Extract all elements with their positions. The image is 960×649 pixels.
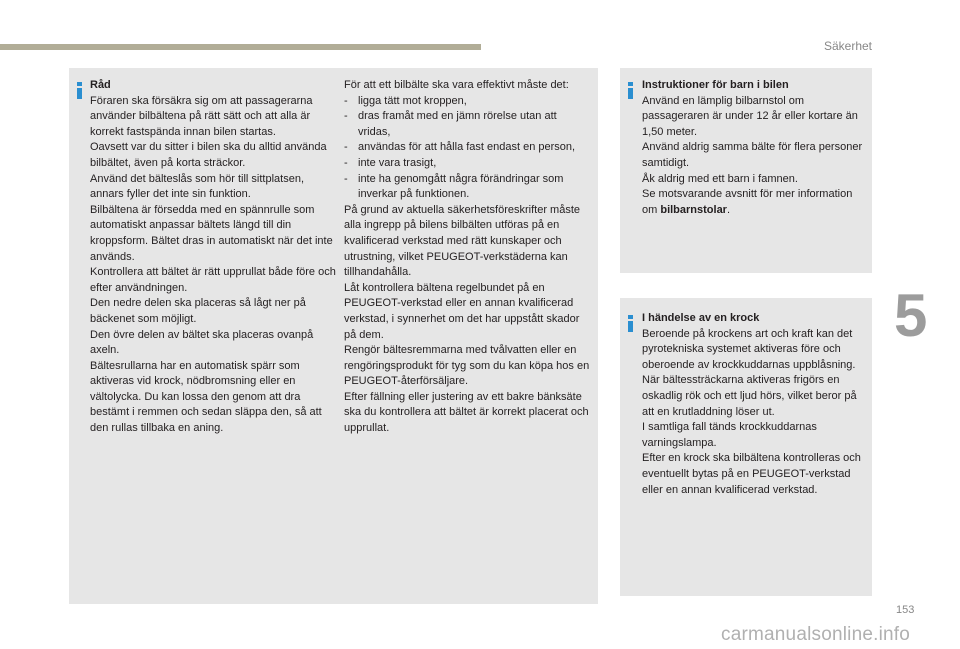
chapter-number: 5	[894, 282, 928, 349]
page-number: 153	[896, 604, 915, 616]
info-icon	[628, 82, 633, 99]
advice-paragraph: På grund av aktuella säkerhetsföreskrifter måste alla ingrepp på bilens bilbälten utföras på en kvalificerad verkstad med rätt kunskaper och utrustning, vilket PEUGEOT-verkstäderna kan tillhandahålla.	[344, 203, 581, 279]
advice-paragraph: Efter fällning eller justering av ett bakre bänksäte ska du kontrollera att bältet är korrekt placerat och upprullat.	[344, 390, 589, 435]
children-paragraph: Använd aldrig samma bälte för flera personer samtidigt.	[642, 141, 863, 169]
advice-paragraph: Bältesrullarna har en automatisk spärr som aktiveras vid krock, nödbromsning eller en vältolycka. Du kan lossa den genom att dra bestämt i remmen och sedan släppa den, så att den rullas tillbaka en aning.	[90, 359, 322, 435]
crash-paragraph: Efter en krock ska bilbältena kontrolleras och eventuellt bytas på en PEUGEOT-verkstad eller en annan kvalificerad verkstad.	[642, 452, 861, 496]
children-title: Instruktioner för barn i bilen	[642, 79, 789, 91]
advice-paragraph: Låt kontrollera bältena regelbundet på en PEUGEOT-verkstad eller en annan kvalificerad verkstad, i synnerhet om det har uppstått skador på dem.	[344, 281, 580, 341]
header-rule	[0, 44, 481, 50]
advice-paragraph: Kontrollera att bältet är rätt upprullat både före och efter användningen.	[90, 266, 336, 294]
advice-paragraph: Oavsett var du sitter i bilen ska du alltid använda bilbältet, även på korta sträckor.	[90, 141, 327, 169]
list-item: - användas för att hålla fast endast en person,	[344, 141, 576, 154]
crash-text	[642, 311, 866, 498]
list-item: - dras framåt med en jämn rörelse utan att vridas,	[344, 110, 557, 138]
children-text	[642, 78, 866, 218]
advice-paragraph: Föraren ska försäkra sig om att passagerarna använder bilbältena på rätt sätt och att alla är korrekt fastspända innan bilen startas.	[90, 94, 313, 138]
children-paragraph: Åk aldrig med ett barn i famnen.	[642, 172, 798, 185]
crash-paragraph: Beroende på krockens art och kraft kan det pyrotekniska systemet aktiveras före och oberoende av krockkuddarnas uppblåsning. När bältessträckarna aktiveras frigörs en oskadlig rök och ett ljud hörs, vilket beror på att en krutladdning löser ut.	[642, 327, 857, 418]
crash-title: I händelse av en krock	[642, 312, 760, 324]
info-icon	[628, 315, 633, 332]
info-icon	[77, 82, 82, 99]
advice-paragraph: Den nedre delen ska placeras så lågt ner på bäckenet som möjligt.	[90, 297, 306, 325]
list-item: - inte vara trasigt,	[344, 156, 437, 169]
advice-paragraph: Använd det bälteslås som hör till sittplatsen, annars fyller det inte sin funktion.	[90, 172, 305, 201]
advice-paragraph: Bilbältena är försedda med en spännrulle som automatiskt anpassar bältets längd till din kroppsform. Bältet dras in automatiskt när det inte används.	[90, 203, 333, 263]
children-paragraph: Använd en lämplig bilbarnstol om passageraren är under 12 år eller kortare än 1,50 meter.	[642, 94, 858, 138]
children-reference: Se motsvarande avsnitt för mer information om bilbarnstolar.	[642, 188, 853, 216]
crash-paragraph: I samtliga fall tänds krockkuddarnas varningslampa.	[642, 421, 817, 449]
child-seat-link: bilbarnstolar	[660, 203, 727, 216]
list-item: - ligga tätt mot kroppen,	[344, 94, 467, 107]
advice-paragraph: Den övre delen av bältet ska placeras ovanpå axeln.	[90, 328, 314, 357]
list-item: - inte ha genomgått några förändringar som inverkar på funktionen.	[344, 172, 564, 201]
advice-paragraph: Rengör bältesremmarna med tvålvatten eller en rengöringsprodukt för tyg som du kan köpa hos en PEUGEOT-återförsäljare.	[344, 344, 590, 388]
advice-title: Råd	[90, 79, 111, 91]
section-title: Säkerhet	[823, 39, 872, 53]
advice-text-column-2	[344, 78, 592, 437]
list-intro: För att ett bilbälte ska vara effektivt måste det:	[344, 79, 569, 91]
watermark: carmanualsonline.info	[721, 624, 911, 645]
advice-text-column-1	[90, 78, 340, 437]
